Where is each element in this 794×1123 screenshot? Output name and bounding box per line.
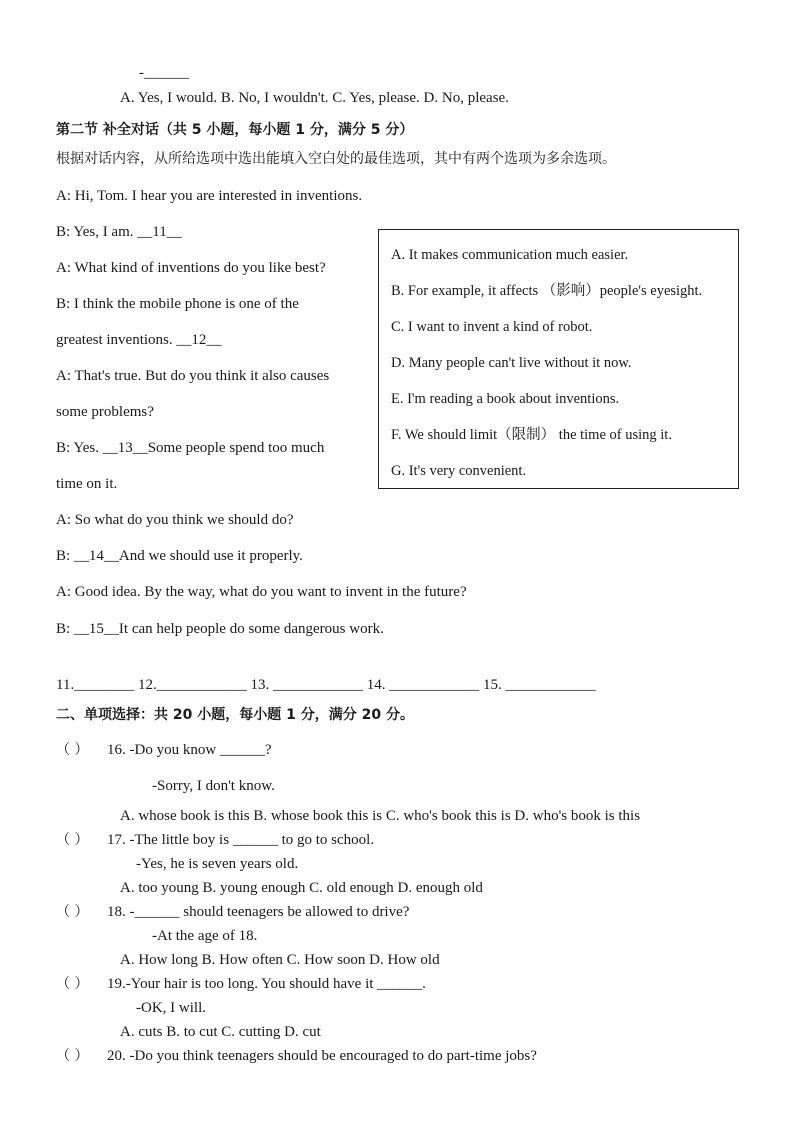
question-reply: -OK, I will.	[136, 1000, 206, 1016]
question-stem: 20. -Do you think teenagers should be encouraged to do part-time jobs?	[107, 1048, 537, 1064]
option-b: B. For example, it affects （影响）people's eyesight.	[391, 283, 703, 299]
question-stem: 19.-Your hair is too long. You should have it ______.	[107, 976, 426, 992]
answer-bracket: （ ）	[56, 1048, 89, 1064]
options-box	[378, 229, 739, 489]
dialogue-line: A: So what do you think we should do?	[56, 512, 294, 528]
question-options: A. whose book is this B. whose book this is C. who's book this is D. who's book is this	[120, 808, 641, 824]
dialogue-line: B: __15__It can help people do some dangerous work.	[56, 621, 384, 637]
dialogue-line: B: __14__And we should use it properly.	[56, 548, 303, 564]
option-d: D. Many people can't live without it now.	[391, 355, 632, 371]
dialogue-line: B: I think the mobile phone is one of the	[56, 296, 299, 312]
question-stem: 18. -______ should teenagers be allowed to drive?	[107, 904, 410, 920]
prev-question-blank: -______	[139, 65, 189, 81]
dialogue-line: A: What kind of inventions do you like best?	[56, 260, 326, 276]
option-a: A. It makes communication much easier.	[391, 247, 629, 263]
question-stem: 16. -Do you know ______?	[107, 742, 272, 758]
answer-bracket: （ ）	[56, 976, 89, 992]
dialogue-line: B: Yes, I am. __11__	[56, 224, 182, 240]
question-options: A. cuts B. to cut C. cutting D. cut	[120, 1024, 321, 1040]
answer-bracket: （ ）	[56, 742, 89, 758]
section2-heading: 第二节 补全对话（共 5 小题，每小题 1 分，满分 5 分）	[56, 122, 414, 138]
option-g: G. It's very convenient.	[391, 463, 527, 479]
option-f: F. We should limit（限制） the time of using it.	[391, 427, 672, 443]
dialogue-line: A: Hi, Tom. I hear you are interested in inventions.	[56, 188, 363, 204]
dialogue-line: B: Yes. __13__Some people spend too much	[56, 440, 325, 456]
answer-bracket: （ ）	[56, 904, 89, 920]
part2-heading: 二、单项选择：共 20 小题，每小题 1 分，满分 20 分。	[56, 707, 414, 723]
question-reply: -Yes, he is seven years old.	[136, 856, 299, 872]
question-options: A. How long B. How often C. How soon D. How old	[120, 952, 440, 968]
question-reply: -At the age of 18.	[152, 928, 258, 944]
question-stem: 17. -The little boy is ______ to go to school.	[107, 832, 375, 848]
section2-instruction: 根据对话内容，从所给选项中选出能填入空白处的最佳选项，其中有两个选项为多余选项。	[56, 151, 616, 167]
dialogue-line: A: Good idea. By the way, what do you want to invent in the future?	[56, 584, 467, 600]
option-e: E. I'm reading a book about inventions.	[391, 391, 620, 407]
question-options: A. too young B. young enough C. old enough D. enough old	[120, 880, 483, 896]
answer-line: 11.________ 12.____________ 13. ____________ 14. ____________ 15. ____________	[56, 677, 596, 693]
prev-question-options: A. Yes, I would. B. No, I wouldn't. C. Yes, please. D. No, please.	[120, 90, 509, 106]
dialogue-line: greatest inventions. __12__	[56, 332, 222, 348]
dialogue-line: time on it.	[56, 476, 118, 492]
question-reply: -Sorry, I don't know.	[152, 778, 275, 794]
option-c: C. I want to invent a kind of robot.	[391, 319, 593, 335]
dialogue-line: some problems?	[56, 404, 154, 420]
answer-bracket: （ ）	[56, 832, 89, 848]
dialogue-line: A: That's true. But do you think it also causes	[56, 368, 330, 384]
